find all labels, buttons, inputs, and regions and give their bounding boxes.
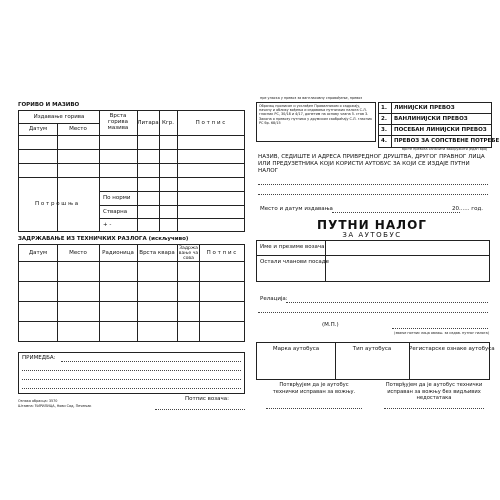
delay-place-header: Место: [69, 250, 87, 256]
signature-header: П о т п и с: [195, 120, 226, 126]
driver-signature-label: Потпис возача:: [185, 396, 230, 402]
crew-label: Остали чланови посаде: [260, 259, 329, 265]
transport-types-note: врсте превоза означити заокружити један број: [402, 147, 487, 151]
relation-label: Релација:: [260, 296, 288, 302]
place-header: Место: [69, 126, 87, 132]
subtitle: ЗА АУТОБУС: [342, 231, 402, 239]
liters-header: Литара: [137, 120, 159, 126]
transport-types-box: [378, 102, 500, 148]
delay-section-title: ЗАДРЖАВАЊЕ ИЗ ТЕХНИЧКИХ РАЗЛОГА (искључиво): [18, 236, 189, 242]
company-heading: НАЗИВ, СЕДИШТЕ И АДРЕСА ПРИВРЕДНОГ ДРУШТВА, ДРУГОГ ПРАВНОГ ЛИЦА ИЛИ ПРЕДУЗЕТНИКА КОЈИ КОРИСТИ АУТОБУС ЗА КОЈИ СЕ ИЗДАЈЕ ПУТНИ НАЛОГ: [258, 154, 485, 174]
transport-type-1[interactable]: 1. ЛИНИЈСКИ ПРЕВОЗ: [381, 105, 455, 111]
bus-table: [256, 342, 495, 380]
bus-type-header: Тип аутобуса: [352, 346, 392, 352]
delay-table: [18, 244, 245, 342]
remarks-label: ПРИМЕДБА:: [22, 355, 56, 361]
by-norm-label: По норми: [103, 195, 131, 201]
confirm-left: Потврђујем да је аутобус технички исправан за вожњу.: [272, 382, 356, 395]
actual-label: Стварна: [103, 209, 128, 215]
issued-fuel-header: Издавање горива: [33, 114, 85, 120]
kg-header: Кгр.: [161, 120, 175, 126]
transport-type-4[interactable]: 4. ПРЕВОЗ ЗА СОПСТВЕНЕ ПОТРЕБЕ: [381, 138, 500, 144]
delay-date-header: Датум: [28, 250, 48, 256]
fuel-type-header: Врста горива мазива: [107, 113, 129, 131]
right-page: [252, 96, 500, 416]
consumption-label: П о т р о ш њ а: [35, 201, 79, 207]
transport-type-3[interactable]: 3. ПОСЕБАН ЛИНИЈСКИ ПРЕВОЗ: [381, 127, 487, 133]
place-date-label: Место и датум издавања: [260, 206, 333, 212]
date-header: Датум: [28, 126, 48, 132]
crew-box: [256, 240, 490, 282]
left-page: [10, 96, 248, 416]
fuel-section-title: ГОРИВО И МАЗИВО: [18, 102, 80, 108]
year-label: 20...... год.: [452, 206, 484, 212]
workshop-header: Радионица: [102, 250, 134, 256]
imprint-line-2: Штампа: ЋИРИЛИЦА, Нови Сад, Печењак: [18, 404, 92, 408]
transport-type-2[interactable]: 2. ВАНЛИНИЈСКИ ПРЕВОЗ: [381, 116, 468, 122]
plus-minus-label: + -: [103, 222, 112, 228]
confirm-right: Потврђујем да је аутобус технички исправан за вожњу без видљивих недостатака: [385, 382, 483, 401]
delay-signature-header: П о т п и с: [206, 250, 237, 256]
top-note: пре уласка у превоз за вангласовну спровођење, превоз: [260, 96, 363, 100]
bus-registration-header: Регистарске ознаке аутобуса: [409, 346, 495, 352]
fuel-table: [18, 110, 245, 232]
imprint-line-1: Ознака обрасца: 3570: [18, 399, 58, 403]
delay-hours-header: Задржавање часова: [178, 246, 199, 261]
driver-name-label: Име и презиме возача: [260, 244, 325, 250]
remarks-box: [18, 352, 245, 394]
legal-box: Образац прописан и усклађен Правилником о садржају, начину и облику вођења и издавања путничких налога С.Л. гласник РС, 30/18 и 4/17, донетим на основу члана 5. став 3. Закона о превозу путника у друмском саобраћају С.Л. гласник РС бр. 68/15: [256, 102, 376, 142]
bus-brand-header: Марка аутобуса: [272, 346, 320, 352]
main-title: ПУТНИ НАЛОГ: [317, 218, 427, 232]
fault-type-header: Врста квара: [139, 250, 175, 256]
stamp-label: (М.П.): [322, 322, 339, 328]
signature-note: (звање потпис лица овлаш. за издав. путног налога): [394, 331, 490, 335]
